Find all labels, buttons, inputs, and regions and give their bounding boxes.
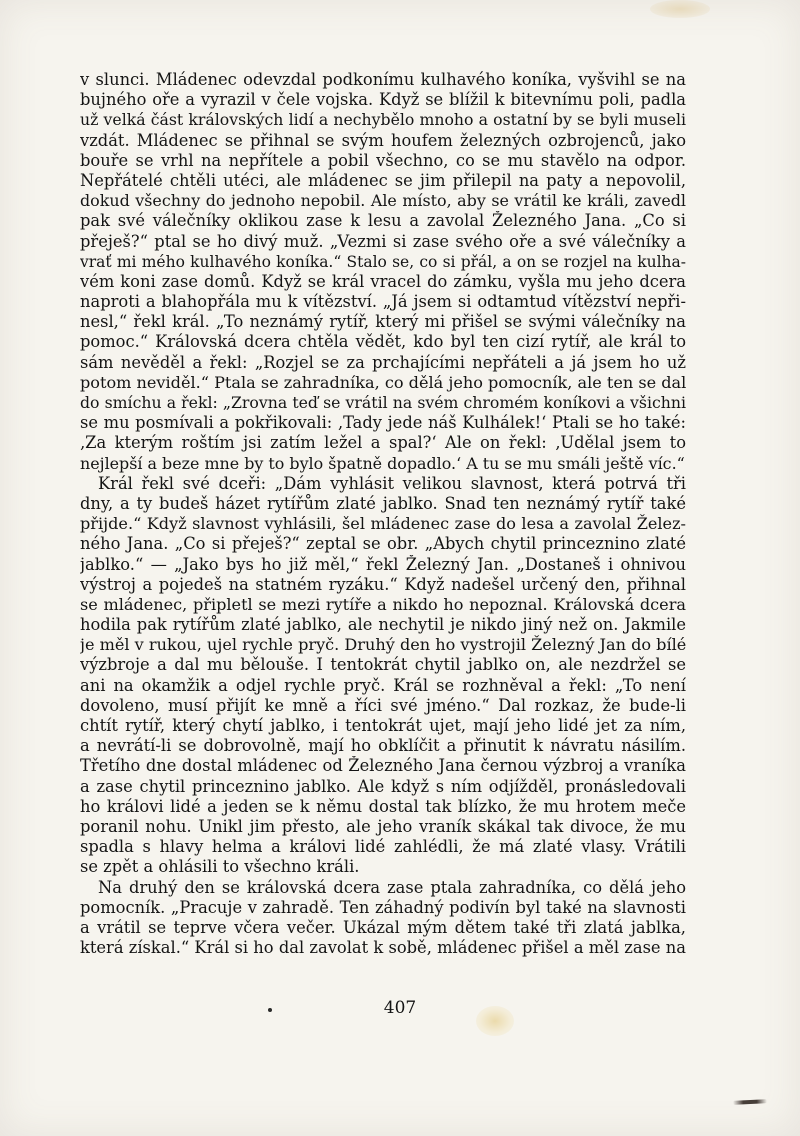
paragraph-start-line: Na druhý den se královská dcera zase ptala zahradníka, co dělá jeho xyxy=(98,877,686,897)
text-line: přijde.“ Když slavnost vyhlásili, šel mládenec zase do lesa a zavolal Želez- xyxy=(80,514,686,534)
text-line: vém koni zase domů. Když se král vracel do zámku, vyšla mu jeho dcera xyxy=(80,271,686,291)
text-line: a zase chytil princeznino jablko. Ale když s ním odjížděl, pronásledovali xyxy=(80,776,686,796)
text-line: bujného oře a vyrazil v čele vojska. Když se blížil k bitevnímu poli, padla xyxy=(80,90,686,110)
text-line: je měl v rukou, ujel rychle pryč. Druhý den ho vystrojil Železný Jan do bílé xyxy=(80,635,686,655)
text-line: v slunci. Mládenec odevzdal podkonímu kulhavého koníka, vyšvihl se na xyxy=(80,70,686,89)
text-line: poranil nohu. Unikl jim přesto, ale jeho vraník skákal tak divoce, že mu xyxy=(80,816,686,836)
text-line: jablko.“ — „Jako bys ho již měl,“ řekl Železný Jan. „Dostaneš i ohnivou xyxy=(80,554,686,574)
text-line: která získal.“ Král si ho dal zavolat k sobě, mládenec přišel a měl zase na xyxy=(80,938,686,958)
text-line: pomocník. „Pracuje v zahradě. Ten záhadný podivín byl také na slavnosti xyxy=(80,897,686,917)
text-line: dokud všechny do jednoho nepobil. Ale místo, aby se vrátil ke králi, zavedl xyxy=(80,191,686,211)
text-line: už velká část královských lidí a nechybělo mnoho a ostatní by se byli museli xyxy=(80,110,686,130)
text-line: dny, a ty budeš házet rytířům zlaté jablko. Snad ten neznámý rytíř také xyxy=(80,493,686,513)
text-line: výstroj a pojedeš na statném ryzáku.“ Když nadešel určený den, přihnal xyxy=(80,574,686,594)
text-line: výzbroje a dal mu bělouše. I tentokrát chytil jablko on, ale nezdržel se xyxy=(80,655,686,675)
text-line: Nepřátelé chtěli utéci, ale mládenec se jim přilepil na paty a nepovolil, xyxy=(80,170,686,190)
text-line: se mládenec, připletl se mezi rytíře a nikdo ho nepoznal. Královská dcera xyxy=(80,594,686,614)
text-line: ho královi lidé a jeden se k němu dostal tak blízko, že mu hrotem meče xyxy=(80,796,686,816)
text-line: vrať mi mého kulhavého koníka.“ Stalo se, co si přál, a on se rozjel na kulha- xyxy=(80,252,686,271)
text-line: Třetího dne dostal mládenec od Železného Jana černou výzbroj a vraníka xyxy=(80,756,686,776)
text-line: nejlepší a beze mne by to bylo špatně dopadlo.‘ A tu se mu smáli ještě víc.“ xyxy=(80,453,685,473)
text-line: ani na okamžik a odjel rychle pryč. Král se rozhněval a řekl: „To není xyxy=(80,675,686,695)
text-line: spadla s hlavy helma a královi lidé zahlédli, že má zlaté vlasy. Vrátili xyxy=(80,837,686,857)
text-line: ‚Za kterým roštím jsi zatím ležel a spal?‘ Ale on řekl: ‚Udělal jsem to xyxy=(80,433,686,453)
text-line: ného Jana. „Co si přeješ?“ zeptal se obr. „Abych chytil princeznino zlaté xyxy=(80,534,686,554)
text-line: pak své válečníky oklikou zase k lesu a zavolal Železného Jana. „Co si xyxy=(80,211,686,231)
text-line: a nevrátí-li se dobrovolně, mají ho obklíčit a přinutit k návratu násilím. xyxy=(80,736,686,756)
paper-stain xyxy=(650,0,710,18)
paragraph-start-line: Král řekl své dceři: „Dám vyhlásit velikou slavnost, která potrvá tři xyxy=(98,473,686,493)
ink-smudge xyxy=(733,1099,767,1105)
text-line: se zpět a ohlásili to všechno králi. xyxy=(80,857,360,877)
text-line: nesl,“ řekl král. „To neznámý rytíř, který mi přišel se svými válečníky na xyxy=(80,312,686,332)
text-line: a vrátil se teprve včera večer. Ukázal mým dětem také tři zlatá jablka, xyxy=(80,917,686,937)
text-line: chtít rytíř, který chytí jablko, i tentokrát ujet, mají jeho lidé jet za ním, xyxy=(80,716,686,735)
page-number: 407 xyxy=(383,998,417,1018)
text-line: do smíchu a řekl: „Zrovna teď se vrátil na svém chromém koníkovi a všichni xyxy=(80,393,686,412)
text-line: přeješ?“ ptal se ho divý muž. „Vezmi si zase svého oře a své válečníky a xyxy=(80,231,686,251)
text-line: pomoc.“ Královská dcera chtěla vědět, kdo byl ten cizí rytíř, ale král to xyxy=(80,332,686,352)
text-line: potom neviděl.“ Ptala se zahradníka, co dělá jeho pomocník, ale ten se dal xyxy=(80,372,686,392)
text-line: naproti a blahopřála mu k vítězství. „Já jsem si odtamtud vítězství nepři- xyxy=(80,292,686,312)
text-line: bouře se vrhl na nepřítele a pobil všechno, co se mu stavělo na odpor. xyxy=(80,150,686,170)
text-line: se mu posmívali a pokřikovali: ‚Tady jede náš Kulhálek!‘ Ptali se ho také: xyxy=(80,413,686,433)
text-line: sám nevěděl a řekl: „Rozjel se za prchajícími nepřáteli a já jsem ho už xyxy=(80,352,686,372)
text-line: dovoleno, musí přijít ke mně a říci své jméno.“ Dal rozkaz, že bude-li xyxy=(80,695,686,715)
body-text xyxy=(80,70,686,958)
text-line: hodila pak rytířům zlaté jablko, ale nechytil je nikdo jiný než on. Jakmile xyxy=(80,615,686,635)
text-line: vzdát. Mládenec se přihnal se svým houfem železných ozbrojenců, jako xyxy=(80,130,686,150)
